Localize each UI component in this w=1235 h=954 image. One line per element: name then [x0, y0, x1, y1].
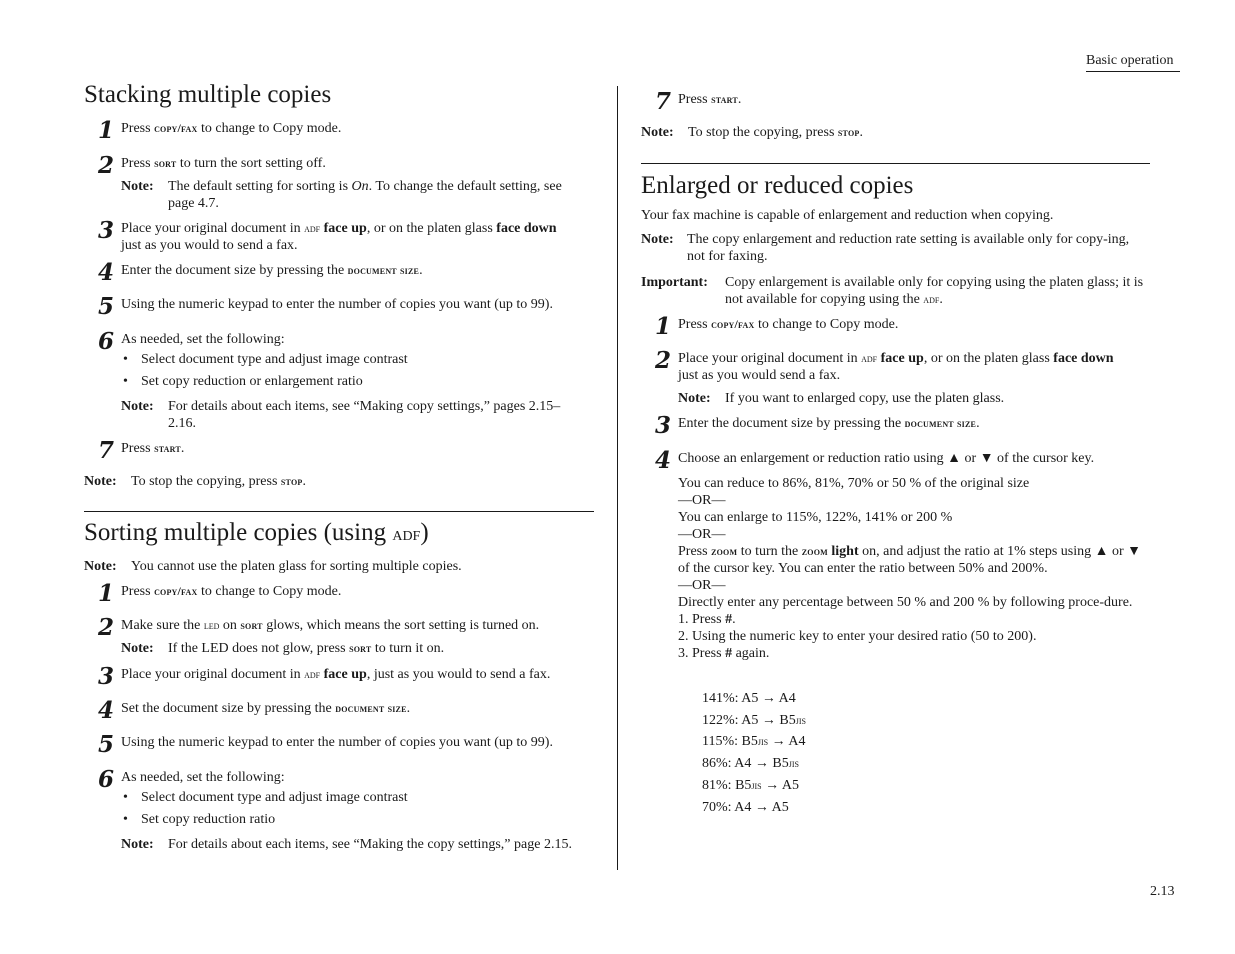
step-4: 4 Choose an enlargement or reduction ratio using ▲ or ▼ of the cursor key.	[655, 447, 1095, 474]
ratio-item: 81%: B5jis → A5	[702, 778, 799, 793]
step-7: 7 Press start.	[655, 88, 742, 115]
step-1: 1 Press copy/fax to change to Copy mode.	[655, 313, 899, 340]
page-number: 2.13	[1150, 884, 1175, 899]
step-1: 1 Press copy/fax to change to Copy mode.	[98, 580, 342, 607]
step-1: 1 Press copy/fax to change to Copy mode.	[98, 117, 342, 144]
step-5: 5 Using the numeric keypad to enter the number of copies you want (up to 99).	[98, 731, 553, 758]
list-item: • Select document type and adjust image contrast	[121, 351, 408, 368]
step-2: 2 Make sure the led on sort glows, which means the sort setting is turned on.	[98, 614, 540, 641]
step-4: 4 Set the document size by pressing the document size.	[98, 697, 411, 724]
intro-text: Your fax machine is capable of enlargement and reduction when copying.	[641, 208, 1054, 223]
section-title-stacking: Stacking multiple copies	[84, 81, 332, 108]
step-3: 3 Place your original document in adf face up, just as you would to send a fax.	[98, 663, 551, 690]
section-header: Basic operation	[1086, 53, 1180, 72]
note: Note: If you want to enlarged copy, use the platen glass.	[678, 391, 1005, 406]
section-divider	[641, 163, 1150, 164]
step-2: 2 Press sort to turn the sort setting off.	[98, 152, 326, 179]
note: Note: For details about each items, see “Making copy settings,” pages 2.15–2.16.	[121, 399, 561, 431]
section-title-enlarge: Enlarged or reduced copies	[641, 172, 914, 199]
note: Note: If the LED does not glow, press sort to turn it on.	[121, 641, 445, 656]
column-divider	[617, 86, 618, 870]
note: Note: The default setting for sorting is On. To change the default setting, see page 4.7.	[121, 179, 562, 211]
ratio-item: 141%: A5 → A4	[702, 691, 796, 706]
note: Note: To stop the copying, press stop.	[641, 125, 863, 140]
step-4: 4 Enter the document size by pressing the document size.	[98, 259, 423, 286]
list-item: • Set copy reduction or enlargement ratio	[121, 373, 363, 390]
note: Note: The copy enlargement and reduction rate setting is available only for copy-ing, not for faxing.	[641, 232, 1130, 264]
step-3: 3 Enter the document size by pressing the document size.	[655, 412, 980, 439]
note: Note: You cannot use the platen glass for sorting multiple copies.	[84, 559, 462, 574]
ratio-item: 115%: B5jis → A4	[702, 734, 806, 749]
section-divider	[84, 511, 594, 512]
ratio-item: 122%: A5 → B5jis	[702, 713, 806, 728]
step-7: 7 Press start.	[98, 437, 185, 464]
ratio-item: 70%: A4 → A5	[702, 800, 789, 815]
step-2: 2 Place your original document in adf face up, or on the platen glass face down just as you would send a fax.	[655, 347, 1114, 383]
ratio-item: 86%: A4 → B5jis	[702, 756, 799, 771]
step-6: 6 As needed, set the following:	[98, 766, 285, 793]
section-title-sorting: Sorting multiple copies (using adf)	[84, 519, 429, 546]
step-4-details: You can reduce to 86%, 81%, 70% or 50 % of the original size —OR— You can enlarge to 115%, 122%, 141% or 200 % —OR— Press zoom to turn the zoom light on, and adjust the ratio at 1% steps using ▲ or ▼ of the cursor key. You can enter the ratio between 50% and 200%. —OR— Directly enter any percentage between 50 % and 200 % by following proce-dure. 1. Press #. 2. Using the numeric key to enter your desired ratio (50 to 200). 3. Press # again.	[678, 476, 1142, 661]
note: Note: To stop the copying, press stop.	[84, 474, 306, 489]
step-3: 3 Place your original document in adf face up, or on the platen glass face down just as you would to send a fax.	[98, 217, 557, 253]
list-item: • Set copy reduction ratio	[121, 811, 275, 828]
step-6: 6 As needed, set the following:	[98, 328, 285, 355]
note: Note: For details about each items, see “Making the copy settings,” page 2.15.	[121, 837, 572, 852]
step-5: 5 Using the numeric keypad to enter the number of copies you want (up to 99).	[98, 293, 553, 320]
list-item: • Select document type and adjust image contrast	[121, 789, 408, 806]
important-note: Important: Copy enlargement is available only for copying using the platen glass; it is not available for copying using the adf.	[641, 275, 1144, 307]
